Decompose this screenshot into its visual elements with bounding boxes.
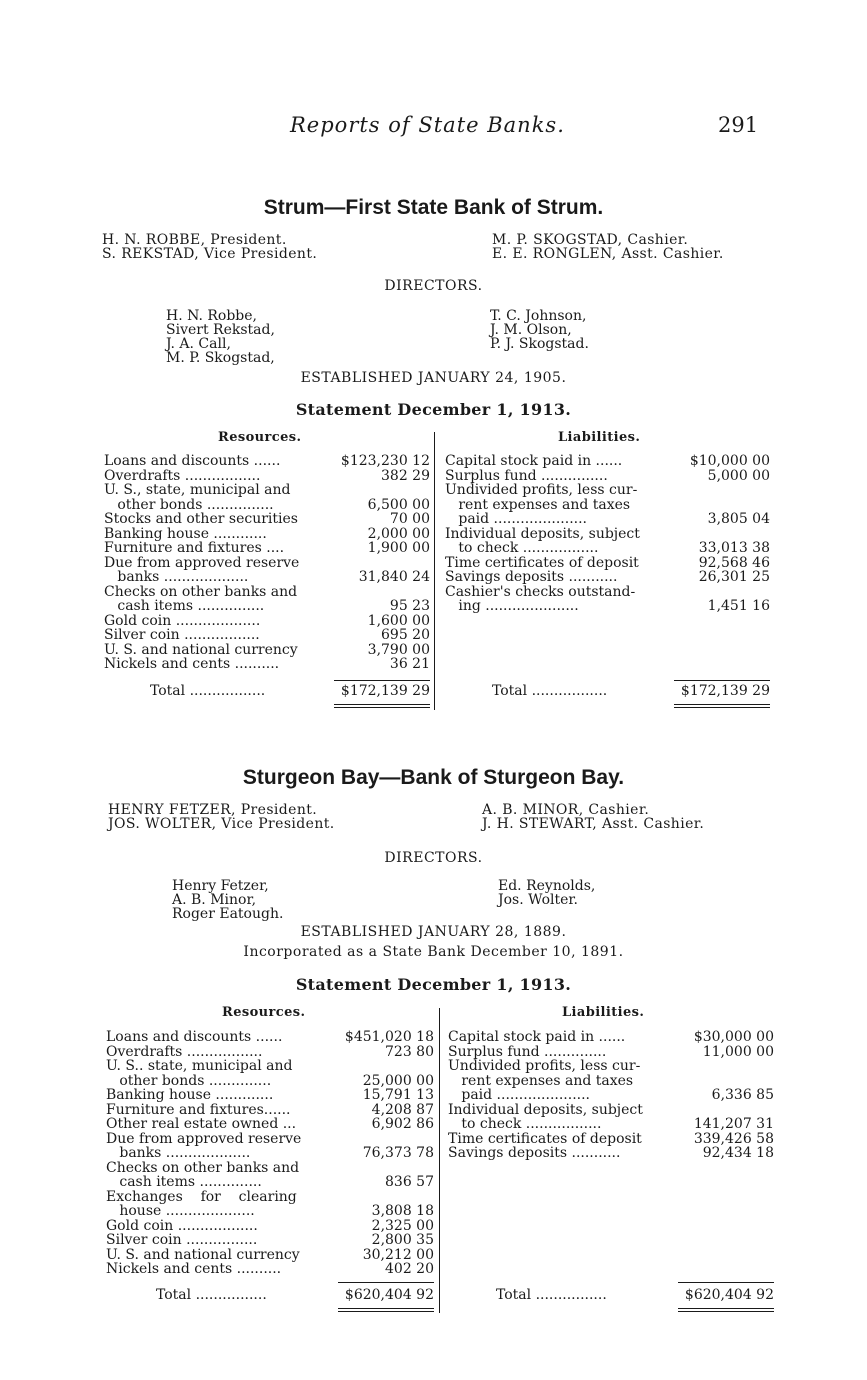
row-label: Furniture and fixtures .... bbox=[104, 540, 285, 556]
bank2-vice-president: JOS. WOLTER, Vice President. bbox=[108, 816, 335, 832]
row-amount: 95 23 bbox=[389, 598, 430, 614]
row-label: banks ................... bbox=[106, 1145, 251, 1161]
row-label: Furniture and fixtures...... bbox=[106, 1101, 291, 1118]
row-label: Exchanges for clearing bbox=[106, 1188, 297, 1205]
bank1-vice-president: S. REKSTAD, Vice President. bbox=[102, 246, 318, 262]
row-amount: 92,568 46 bbox=[698, 554, 770, 571]
bank1-resources-sum-rule bbox=[334, 680, 430, 681]
row-amount: 339,426 58 bbox=[693, 1130, 774, 1147]
row-label: Individual deposits, subject bbox=[445, 525, 640, 542]
row-amount: 3,805 04 bbox=[707, 511, 770, 527]
row-amount: 30,212 00 bbox=[362, 1246, 434, 1263]
bank2-statement-title: Statement December 1, 1913. bbox=[295, 975, 572, 994]
row-amount: 723 80 bbox=[385, 1043, 434, 1060]
row-amount: 26,301 25 bbox=[698, 569, 770, 585]
row-amount: 4,208 87 bbox=[371, 1101, 434, 1118]
row-label: Silver coin ................. bbox=[104, 627, 260, 643]
row-label: rent expenses and taxes bbox=[448, 1072, 634, 1089]
row-label: Savings deposits ........... bbox=[445, 569, 618, 585]
bank2-director: Ed. Reynolds, bbox=[498, 878, 596, 894]
bank2-directors-heading: DIRECTORS. bbox=[384, 850, 483, 866]
row-label: U. S. and national currency bbox=[106, 1246, 300, 1263]
bank1-resources-total: $172,139 29 bbox=[340, 683, 430, 699]
row-label: U. S., state, municipal and bbox=[104, 482, 291, 498]
bank1-liabilities-sum-rule bbox=[674, 680, 770, 681]
bank1-director: M. P. Skogstad, bbox=[166, 350, 275, 366]
bank2-resources-heading: Resources. bbox=[222, 1005, 306, 1020]
row-label: to check ................. bbox=[445, 540, 599, 556]
row-amount: $123,230 12 bbox=[340, 453, 430, 469]
row-label: Nickels and cents .......... bbox=[106, 1261, 282, 1277]
row-label: other bonds .............. bbox=[106, 1072, 272, 1089]
row-amount: 5,000 00 bbox=[707, 467, 770, 484]
row-amount: 3,790 00 bbox=[367, 641, 430, 658]
bank2-established: ESTABLISHED JANUARY 28, 1889. bbox=[300, 924, 567, 940]
row-amount: 15,791 13 bbox=[362, 1087, 434, 1103]
bank2-resources-total-label: Total ................ bbox=[156, 1287, 267, 1303]
row-amount: 31,840 24 bbox=[358, 569, 430, 585]
row-amount: 92,434 18 bbox=[702, 1145, 774, 1161]
row-amount: 3,808 18 bbox=[371, 1203, 434, 1219]
bank2-liabilities-heading: Liabilities. bbox=[562, 1005, 645, 1020]
bank2-resources-total: $620,404 92 bbox=[344, 1287, 434, 1303]
row-amount: 402 20 bbox=[385, 1261, 434, 1277]
bank2-column-divider bbox=[439, 1008, 440, 1313]
row-amount: 1,451 16 bbox=[707, 598, 770, 614]
bank2-resources-double-rule bbox=[338, 1308, 434, 1309]
bank2-title: Sturgeon Bay—Bank of Sturgeon Bay. bbox=[242, 766, 625, 789]
row-amount: 33,013 38 bbox=[698, 540, 770, 556]
row-label: U. S.. state, municipal and bbox=[106, 1058, 293, 1074]
row-label: Cashier's checks outstand- bbox=[445, 583, 636, 600]
row-label: Loans and discounts ...... bbox=[106, 1029, 283, 1045]
bank2-liabilities-double-rule bbox=[678, 1308, 774, 1309]
bank1-liabilities-double-rule bbox=[674, 704, 770, 705]
bank1-director: Sivert Rekstad, bbox=[166, 322, 275, 338]
bank1-director: J. M. Olson, bbox=[490, 322, 572, 338]
bank2-director: Roger Eatough. bbox=[172, 906, 284, 922]
row-label: to check ................. bbox=[448, 1116, 602, 1132]
row-label: Other real estate owned ... bbox=[106, 1116, 297, 1132]
bank1-resources-heading: Resources. bbox=[218, 430, 302, 445]
bank1-resources-total-label: Total ................. bbox=[150, 683, 266, 699]
bank1-column-divider bbox=[434, 432, 435, 710]
bank2-asst-cashier: J. H. STEWART, Asst. Cashier. bbox=[482, 816, 705, 832]
row-label: Time certificates of deposit bbox=[445, 554, 639, 571]
row-label: Capital stock paid in ...... bbox=[448, 1029, 626, 1045]
row-label: Undivided profits, less cur- bbox=[448, 1058, 641, 1074]
row-amount: 141,207 31 bbox=[693, 1116, 774, 1132]
row-label: Checks on other banks and bbox=[106, 1159, 300, 1176]
bank1-liabilities-total-label: Total ................. bbox=[492, 683, 608, 699]
bank1-director: T. C. Johnson, bbox=[490, 308, 587, 324]
row-label: Savings deposits ........... bbox=[448, 1145, 621, 1161]
bank1-resources-double-rule bbox=[334, 704, 430, 705]
row-amount: 70 00 bbox=[389, 511, 430, 527]
row-amount: $30,000 00 bbox=[693, 1029, 774, 1045]
bank1-directors-heading: DIRECTORS. bbox=[384, 278, 483, 294]
row-amount: 1,600 00 bbox=[367, 612, 430, 629]
row-label: Surplus fund ............... bbox=[445, 467, 608, 484]
row-label: cash items .............. bbox=[106, 1174, 262, 1190]
bank2-liabilities-total-label: Total ................ bbox=[496, 1287, 607, 1303]
row-amount: 6,902 86 bbox=[371, 1116, 434, 1132]
bank1-liabilities-total: $172,139 29 bbox=[680, 683, 770, 699]
row-amount: 6,336 85 bbox=[711, 1087, 774, 1103]
bank1-asst-cashier: E. E. RONGLEN, Asst. Cashier. bbox=[492, 246, 724, 262]
row-amount: 1,900 00 bbox=[367, 540, 430, 556]
running-head: Reports of State Banks. bbox=[290, 113, 565, 137]
row-amount: $10,000 00 bbox=[689, 453, 770, 469]
row-label: Overdrafts ................. bbox=[106, 1043, 263, 1060]
row-amount: 2,800 35 bbox=[371, 1232, 434, 1248]
row-label: Capital stock paid in ...... bbox=[445, 453, 623, 469]
bank1-statement-title: Statement December 1, 1913. bbox=[295, 400, 572, 419]
bank2-director: Jos. Wolter. bbox=[498, 892, 578, 908]
row-amount: 6,500 00 bbox=[367, 496, 430, 513]
row-label: paid ..................... bbox=[445, 511, 588, 527]
row-label: banks ................... bbox=[104, 569, 249, 585]
bank2-resources-double-rule bbox=[338, 1311, 434, 1312]
bank1-liabilities-double-rule bbox=[674, 707, 770, 708]
page-number: 291 bbox=[718, 113, 759, 137]
row-label: Overdrafts ................. bbox=[104, 467, 261, 484]
bank1-resources-double-rule bbox=[334, 707, 430, 708]
bank2-director: A. B. Minor, bbox=[172, 892, 257, 908]
row-amount: 382 29 bbox=[381, 467, 430, 484]
row-amount: 2,000 00 bbox=[367, 525, 430, 542]
bank2-director: Henry Fetzer, bbox=[172, 878, 269, 894]
row-amount: 25,000 00 bbox=[362, 1072, 434, 1089]
row-label: Time certificates of deposit bbox=[448, 1130, 642, 1147]
bank2-liabilities-total: $620,404 92 bbox=[684, 1287, 774, 1303]
row-label: Checks on other banks and bbox=[104, 583, 298, 600]
row-label: Gold coin .................. bbox=[106, 1217, 258, 1234]
row-label: Gold coin ................... bbox=[104, 612, 261, 629]
row-label: house .................... bbox=[106, 1203, 255, 1219]
bank1-title: Strum—First State Bank of Strum. bbox=[263, 196, 604, 219]
row-label: U. S. and national currency bbox=[104, 641, 298, 658]
row-label: Silver coin ................ bbox=[106, 1232, 258, 1248]
row-label: Due from approved reserve bbox=[106, 1130, 302, 1147]
bank2-incorporated: Incorporated as a State Bank December 10, 1891. bbox=[243, 944, 624, 960]
row-label: Banking house ............ bbox=[104, 525, 267, 542]
row-amount: 76,373 78 bbox=[362, 1145, 434, 1161]
bank2-liabilities-sum-rule bbox=[678, 1282, 774, 1283]
bank1-director: J. A. Call, bbox=[166, 336, 231, 352]
row-amount: 11,000 00 bbox=[702, 1043, 774, 1060]
row-amount: 695 20 bbox=[381, 627, 430, 643]
row-label: Banking house ............. bbox=[106, 1087, 274, 1103]
bank2-cashier: A. B. MINOR, Cashier. bbox=[482, 802, 650, 818]
row-label: rent expenses and taxes bbox=[445, 496, 631, 513]
bank2-president: HENRY FETZER, President. bbox=[108, 802, 318, 818]
bank1-cashier: M. P. SKOGSTAD, Cashier. bbox=[492, 232, 689, 248]
row-label: Surplus fund .............. bbox=[448, 1043, 607, 1060]
bank1-director: H. N. Robbe, bbox=[166, 308, 257, 324]
row-label: other bonds ............... bbox=[104, 496, 274, 513]
row-label: Loans and discounts ...... bbox=[104, 453, 281, 469]
row-label: Nickels and cents .......... bbox=[104, 656, 280, 672]
row-label: Undivided profits, less cur- bbox=[445, 482, 638, 498]
row-label: ing ..................... bbox=[445, 598, 579, 614]
bank2-resources-sum-rule bbox=[338, 1282, 434, 1283]
row-amount: $451,020 18 bbox=[344, 1029, 434, 1045]
bank1-established: ESTABLISHED JANUARY 24, 1905. bbox=[300, 370, 567, 386]
bank2-liabilities-double-rule bbox=[678, 1311, 774, 1312]
row-amount: 36 21 bbox=[389, 656, 430, 672]
row-label: Stocks and other securities bbox=[104, 511, 298, 527]
row-label: Individual deposits, subject bbox=[448, 1101, 643, 1118]
bank1-president: H. N. ROBBE, President. bbox=[102, 232, 287, 248]
bank1-director: P. J. Skogstad. bbox=[490, 336, 589, 352]
row-label: cash items ............... bbox=[104, 598, 265, 614]
row-label: paid ..................... bbox=[448, 1087, 591, 1103]
row-amount: 2,325 00 bbox=[371, 1217, 434, 1234]
row-amount: 836 57 bbox=[385, 1174, 434, 1190]
row-label: Due from approved reserve bbox=[104, 554, 300, 571]
bank1-liabilities-heading: Liabilities. bbox=[558, 430, 641, 445]
